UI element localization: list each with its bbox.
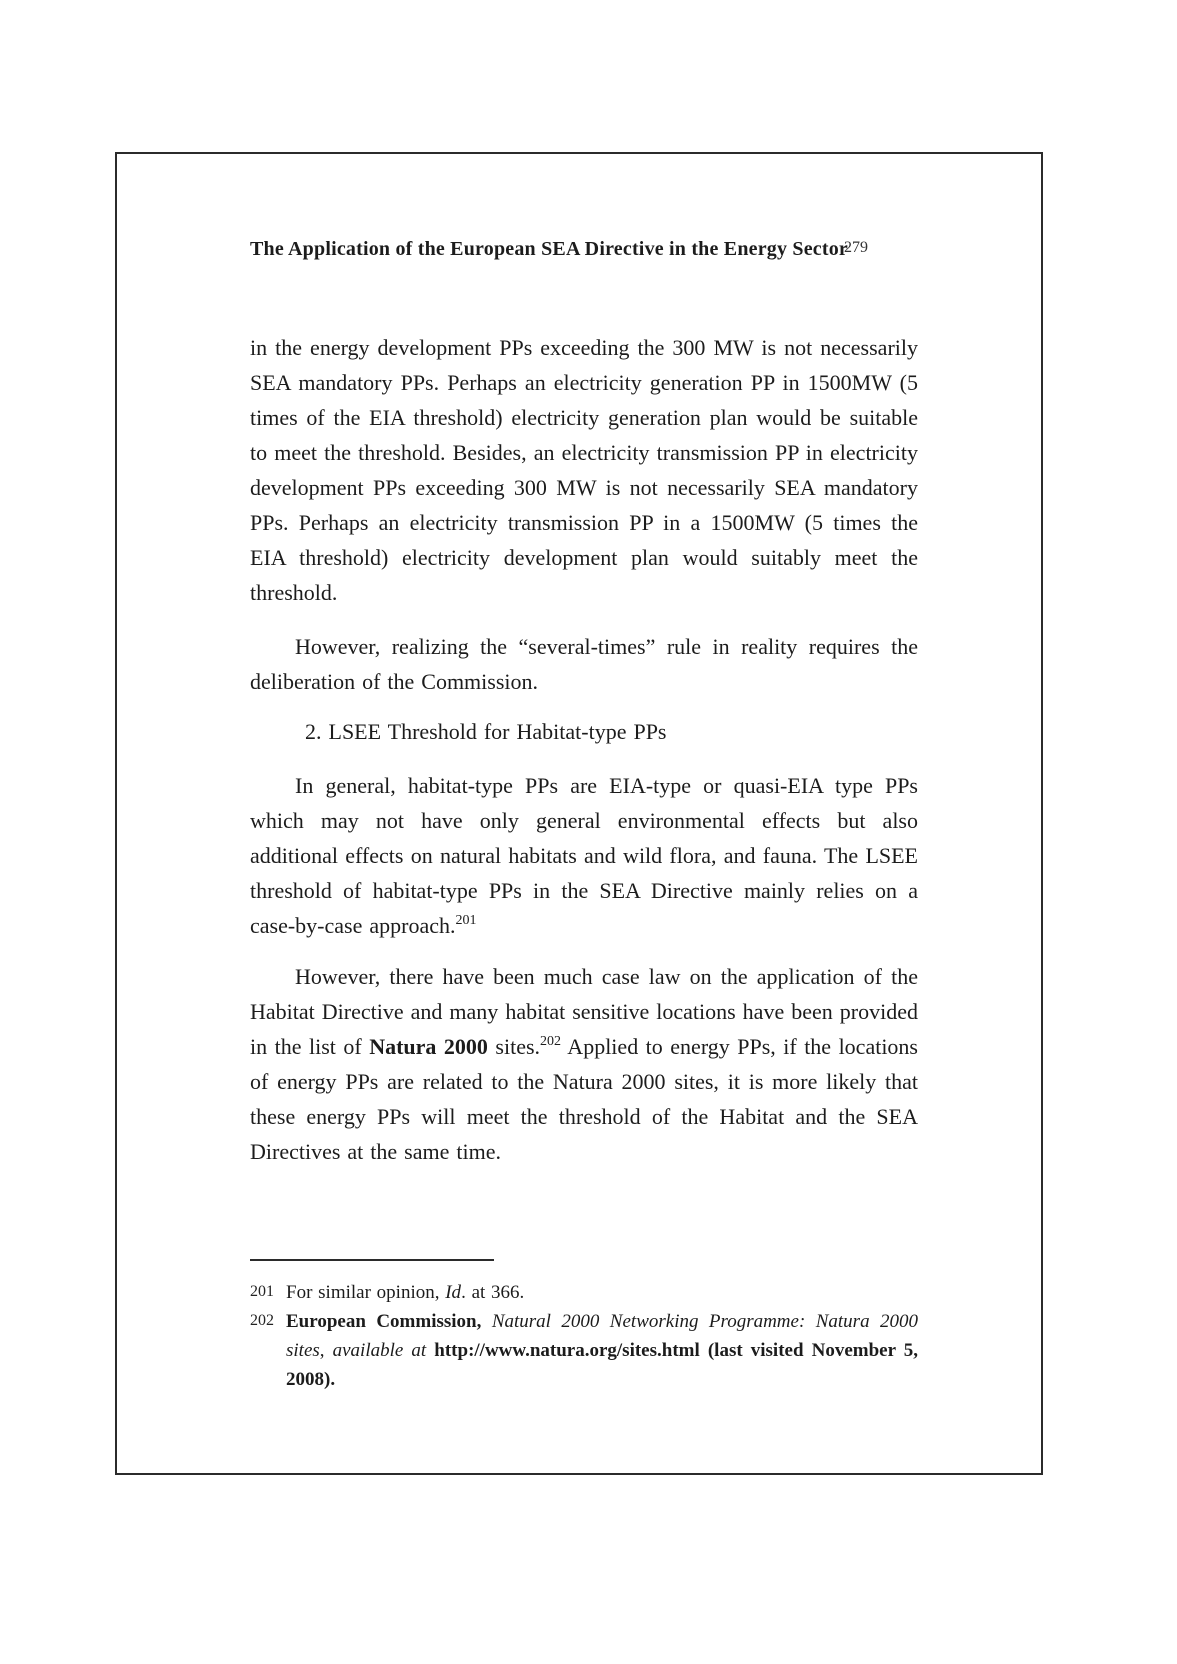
paragraph-4: However, there have been much case law on the application of the Habitat Directive and many habitat sensitive locations have been provided in the list of Natura 2000 sites.$^{202}$ Applied to energy PPs, if the locations of energy PPs are related to the Natura 2000 sites, it is more likely that these energy PPs will meet the threshold of the Habitat and the SEA Directives at the same time. [250, 964, 918, 1164]
section-heading: 2. LSEE Threshold for Habitat-type PPs [305, 719, 667, 744]
footnote-201 [250, 1278, 918, 1307]
footnote-202 [250, 1307, 918, 1394]
running-header [250, 238, 918, 264]
footnotes [250, 1278, 918, 1394]
footnote-text: For similar opinion, Id. at 366. [286, 1282, 525, 1303]
header-title: The Application of the European SEA Directive in the Energy Sector [250, 238, 849, 260]
footnote-number: 201 [250, 1283, 274, 1300]
footnote-separator [250, 1259, 494, 1261]
paragraph-3: In general, habitat-type PPs are EIA-type or quasi-EIA type PPs which may not have only general environmental effects but also additional effects on natural habitats and wild flora, and fauna. The LSEE threshold of habitat-type PPs in the SEA Directive mainly relies on a case-by-case approach.$^{201}$ [250, 773, 918, 938]
footnote-text: European Commission, Natural 2000 Networking Programme: Natura 2000 sites, available at http://www.natura.org/sites.html (last visited November 5, 2008). [286, 1311, 919, 1390]
page-number: 279 [844, 239, 868, 256]
paragraph-2: However, realizing the “several-times” rule in reality requires the deliberation of the Commission. [250, 634, 918, 694]
paragraph-1: in the energy development PPs exceeding the 300 MW is not necessarily SEA mandatory PPs. Perhaps an electricity generation PP in 1500MW (5 times of the EIA threshold) electricity generation plan would be suitable to meet the threshold. Besides, an electricity transmission PP in electricity development PPs exceeding 300 MW is not necessarily SEA mandatory PPs. Perhaps an electricity transmission PP in a 1500MW (5 times the EIA threshold) electricity development plan would suitably meet the threshold. [250, 335, 918, 605]
footnote-number: 202 [250, 1312, 274, 1329]
